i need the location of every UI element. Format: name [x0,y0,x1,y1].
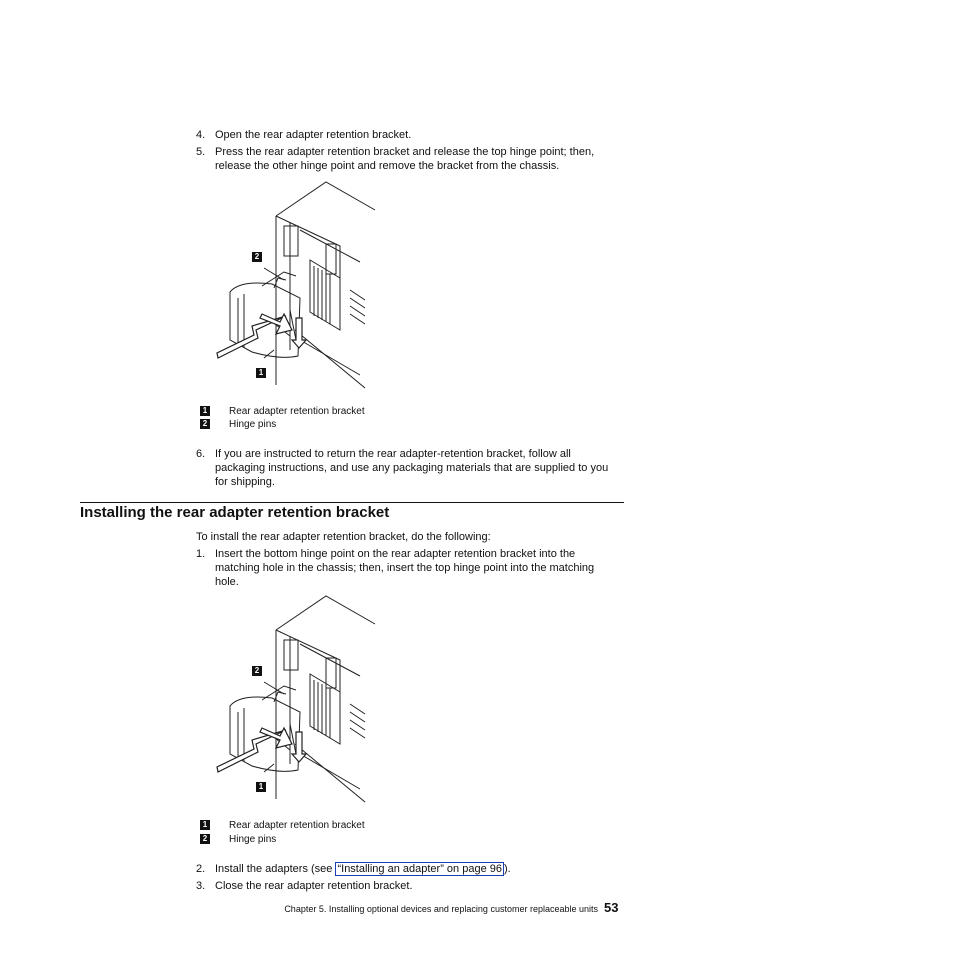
legend-label: Hinge pins [229,834,277,845]
install-step-1 [196,547,626,589]
legend-label: Hinge pins [229,419,277,430]
installing-adapter-link[interactable]: “Installing an adapter” on page 96 [337,863,502,875]
legend-badge: 2 [200,834,210,844]
step-5 [196,145,626,173]
legend-badge: 1 [200,820,210,830]
step-number: 3. [196,880,206,892]
step-number: 1. [196,548,206,560]
install-step-2 [196,862,626,876]
callout-1: 1 [256,368,266,378]
page-number: 53 [604,900,619,915]
callout-2: 2 [252,666,262,676]
step-text [215,862,615,876]
legend-item-1 [200,819,450,832]
install-step-3 [196,879,626,893]
footer-chapter: Chapter 5. Installing optional devices and replacing customer replaceable units [284,904,598,914]
step-6 [196,447,626,489]
callout-1: 1 [256,782,266,792]
figure-install-bracket [200,594,380,806]
step-text: Press the rear adapter retention bracket and release the top hinge point; then, release the other hinge point and remove the bracket from the chassis. [215,146,595,172]
legend-item-2 [200,418,450,431]
section-intro: To install the rear adapter retention bracket, do the following: [196,531,491,543]
legend-item-1 [200,405,450,418]
step-text: Open the rear adapter retention bracket. [215,129,412,141]
step-text: If you are instructed to return the rear adapter-retention bracket, follow all packaging instructions, and use any packaging materials that are supplied to you for shipping. [215,448,609,488]
step-number: 5. [196,146,206,158]
legend-label: Rear adapter retention bracket [229,406,365,417]
step-4 [196,128,626,142]
legend-item-2 [200,833,450,846]
callout-2: 2 [252,252,262,262]
step-number: 2. [196,863,206,875]
section-heading: Installing the rear adapter retention bracket [80,504,390,521]
server-chassis-illustration [200,180,380,392]
section-rule [80,502,624,503]
step-text: Insert the bottom hinge point on the rear adapter retention bracket into the matching hole in the chassis; then, insert the top hinge point into the matching hole. [215,548,595,588]
step-number: 6. [196,448,206,460]
step-number: 4. [196,129,206,141]
legend-badge: 2 [200,419,210,429]
server-chassis-illustration [200,594,380,806]
step-text-suffix: ). [503,863,511,875]
step-text: Close the rear adapter retention bracket. [215,880,413,892]
step-text-prefix: Install the adapters (see [215,863,336,875]
legend-label: Rear adapter retention bracket [229,820,365,831]
figure-remove-bracket [200,180,380,392]
legend-badge: 1 [200,406,210,416]
